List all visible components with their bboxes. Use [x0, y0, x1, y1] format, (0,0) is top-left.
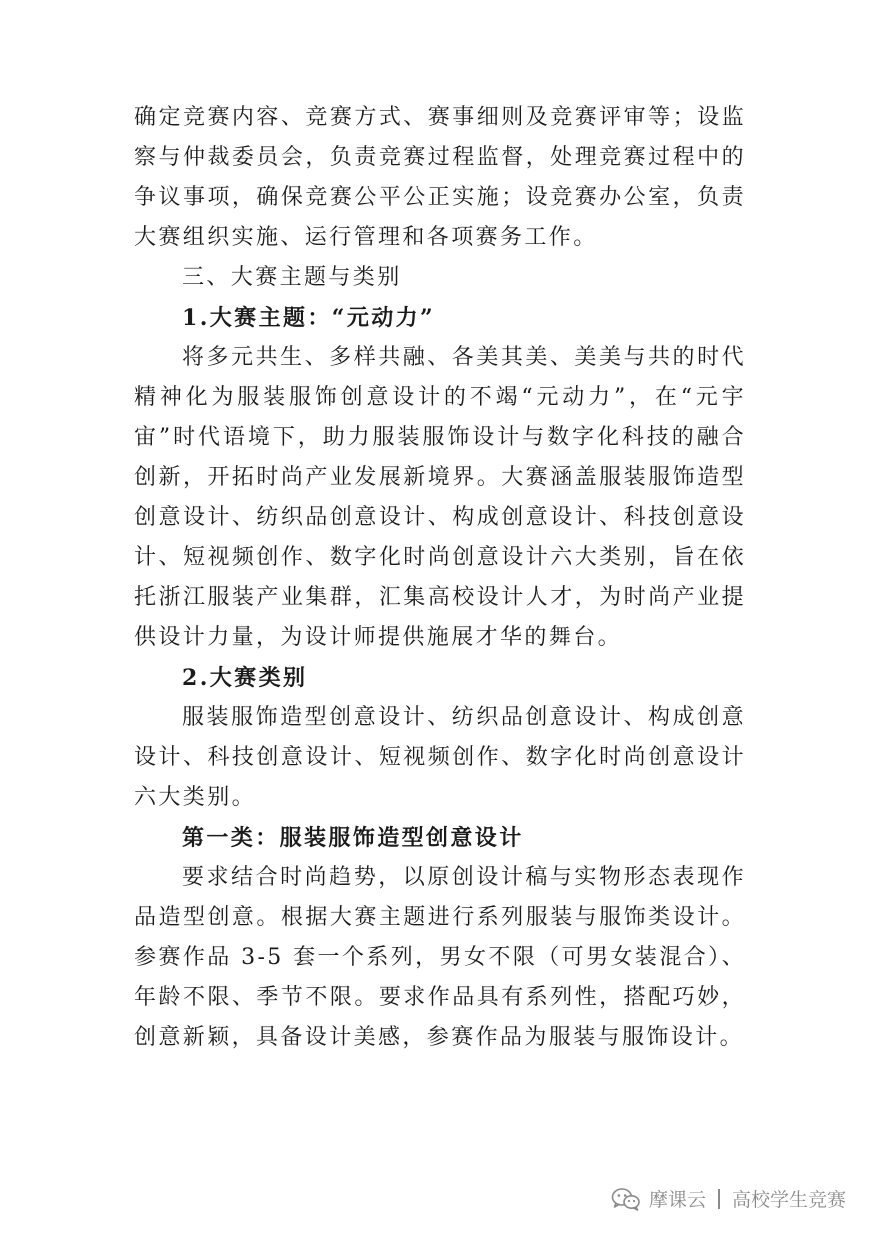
- subheading-contest-theme: 1.大赛主题：“元动力”: [182, 305, 436, 331]
- paragraph-committee-duties: 确定竞赛内容、竞赛方式、赛事细则及竞赛评审等；设监察与仲裁委员会，负责竞赛过程监督，处理竞赛过程中的争议事项，确保竞赛公平公正实施；设竞赛办公室，负责大赛组织实施、运行管理和各项赛务工作。: [134, 105, 746, 250]
- subheading-contest-categories: 2.大赛类别: [182, 665, 308, 691]
- watermark-account-name: 摩课云: [648, 1189, 706, 1211]
- wechat-watermark: [611, 1185, 846, 1212]
- watermark-channel-name: 高校学生竞赛: [731, 1189, 846, 1211]
- document-body: [134, 98, 746, 1058]
- watermark-separator: [718, 1189, 720, 1209]
- subheading-category-one: 第一类：服装服饰造型创意设计: [182, 825, 524, 851]
- section-heading-theme-and-categories: 三、大赛主题与类别: [182, 265, 402, 290]
- wechat-icon: [611, 1187, 641, 1211]
- paragraph-theme-description: 将多元共生、多样共融、各美其美、美美与共的时代精神化为服装服饰创意设计的不竭“元动力”，在“元宇宙”时代语境下，助力服装服饰设计与数字化科技的融合创新，开拓时尚产业发展新境界。大赛涵盖服装服饰造型创意设计、纺织品创意设计、构成创意设计、科技创意设计、短视频创作、数字化时尚创意设计六大类别，旨在依托浙江服装产业集群，汇集高校设计人才，为时尚产业提供设计力量，为设计师提供施展才华的舞台。: [134, 345, 746, 650]
- paragraph-category-one-requirements: 要求结合时尚趋势，以原创设计稿与实物形态表现作品造型创意。根据大赛主题进行系列服装与服饰类设计。参赛作品 3-5 套一个系列，男女不限（可男女装混合）、年龄不限、季节不限。要求作品具有系列性，搭配巧妙，创意新颖，具备设计美感，参赛作品为服装与服饰设计。: [134, 865, 746, 1050]
- paragraph-categories-list: 服装服饰造型创意设计、纺织品创意设计、构成创意设计、科技创意设计、短视频创作、数字化时尚创意设计六大类别。: [134, 705, 746, 810]
